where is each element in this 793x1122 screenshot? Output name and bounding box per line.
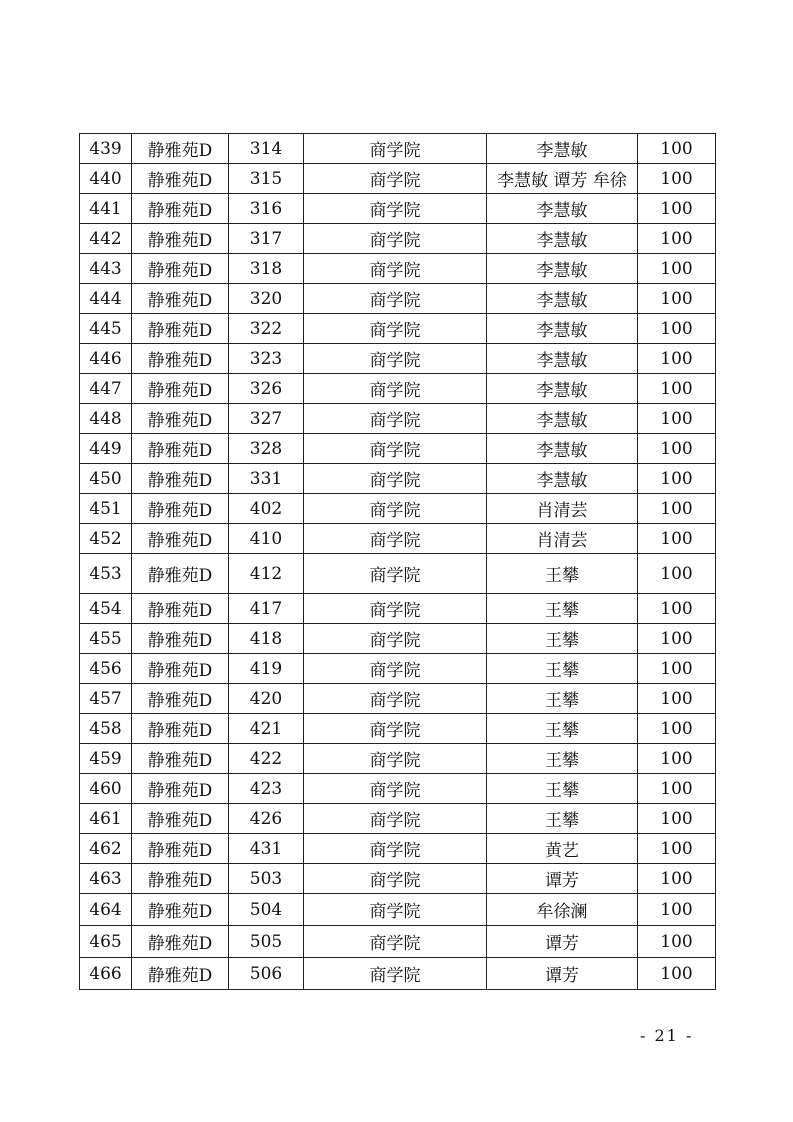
- score-cell: 100: [638, 714, 716, 744]
- score-cell: 100: [638, 254, 716, 284]
- score-cell: 100: [638, 524, 716, 554]
- table-row: [80, 464, 716, 494]
- room-number-cell: 421: [229, 714, 304, 744]
- building-cell: 静雅苑D: [132, 344, 229, 374]
- building-cell: 静雅苑D: [132, 958, 229, 990]
- college-cell: 商学院: [304, 654, 487, 684]
- score-cell: 100: [638, 404, 716, 434]
- table-row: [80, 404, 716, 434]
- score-cell: 100: [638, 434, 716, 464]
- room-number-cell: 314: [229, 134, 304, 164]
- score-cell: 100: [638, 494, 716, 524]
- table-row: [80, 894, 716, 926]
- teacher-cell: 李慧敏: [487, 284, 638, 314]
- college-cell: 商学院: [304, 134, 487, 164]
- building-cell: 静雅苑D: [132, 494, 229, 524]
- college-cell: 商学院: [304, 224, 487, 254]
- row-number-cell: 446: [80, 344, 132, 374]
- score-cell: 100: [638, 774, 716, 804]
- table-row: [80, 624, 716, 654]
- row-number-cell: 439: [80, 134, 132, 164]
- table-row: [80, 926, 716, 958]
- table-row: [80, 434, 716, 464]
- college-cell: 商学院: [304, 714, 487, 744]
- table-row: [80, 864, 716, 894]
- teacher-cell: 王攀: [487, 624, 638, 654]
- room-number-cell: 504: [229, 894, 304, 926]
- teacher-cell: 肖清芸: [487, 524, 638, 554]
- score-cell: 100: [638, 134, 716, 164]
- row-number-cell: 466: [80, 958, 132, 990]
- score-cell: 100: [638, 894, 716, 926]
- college-cell: 商学院: [304, 284, 487, 314]
- table-row: [80, 254, 716, 284]
- row-number-cell: 451: [80, 494, 132, 524]
- building-cell: 静雅苑D: [132, 594, 229, 624]
- teacher-cell: 谭芳: [487, 864, 638, 894]
- college-cell: 商学院: [304, 958, 487, 990]
- college-cell: 商学院: [304, 926, 487, 958]
- college-cell: 商学院: [304, 744, 487, 774]
- building-cell: 静雅苑D: [132, 804, 229, 834]
- row-number-cell: 459: [80, 744, 132, 774]
- room-number-cell: 431: [229, 834, 304, 864]
- score-cell: 100: [638, 224, 716, 254]
- table-row: [80, 654, 716, 684]
- table-row: [80, 284, 716, 314]
- score-cell: 100: [638, 554, 716, 594]
- building-cell: 静雅苑D: [132, 834, 229, 864]
- row-number-cell: 450: [80, 464, 132, 494]
- building-cell: 静雅苑D: [132, 314, 229, 344]
- score-cell: 100: [638, 594, 716, 624]
- college-cell: 商学院: [304, 314, 487, 344]
- row-number-cell: 447: [80, 374, 132, 404]
- teacher-cell: 黄艺: [487, 834, 638, 864]
- college-cell: 商学院: [304, 254, 487, 284]
- room-number-cell: 410: [229, 524, 304, 554]
- teacher-cell: 李慧敏: [487, 404, 638, 434]
- college-cell: 商学院: [304, 684, 487, 714]
- room-number-cell: 331: [229, 464, 304, 494]
- building-cell: 静雅苑D: [132, 224, 229, 254]
- college-cell: 商学院: [304, 194, 487, 224]
- table-row: [80, 744, 716, 774]
- row-number-cell: 448: [80, 404, 132, 434]
- teacher-cell: 王攀: [487, 774, 638, 804]
- teacher-cell: 王攀: [487, 594, 638, 624]
- room-number-cell: 328: [229, 434, 304, 464]
- table-row: [80, 524, 716, 554]
- teacher-cell: 王攀: [487, 804, 638, 834]
- row-number-cell: 461: [80, 804, 132, 834]
- building-cell: 静雅苑D: [132, 134, 229, 164]
- room-number-cell: 316: [229, 194, 304, 224]
- room-number-cell: 503: [229, 864, 304, 894]
- building-cell: 静雅苑D: [132, 284, 229, 314]
- college-cell: 商学院: [304, 464, 487, 494]
- row-number-cell: 455: [80, 624, 132, 654]
- building-cell: 静雅苑D: [132, 744, 229, 774]
- room-number-cell: 412: [229, 554, 304, 594]
- row-number-cell: 460: [80, 774, 132, 804]
- teacher-cell: 肖清芸: [487, 494, 638, 524]
- teacher-cell: 王攀: [487, 714, 638, 744]
- teacher-cell: 谭芳: [487, 926, 638, 958]
- building-cell: 静雅苑D: [132, 654, 229, 684]
- building-cell: 静雅苑D: [132, 894, 229, 926]
- room-number-cell: 323: [229, 344, 304, 374]
- score-cell: 100: [638, 164, 716, 194]
- table-row: [80, 314, 716, 344]
- table-row: [80, 594, 716, 624]
- table-row: [80, 164, 716, 194]
- room-number-cell: 317: [229, 224, 304, 254]
- score-cell: 100: [638, 926, 716, 958]
- score-cell: 100: [638, 314, 716, 344]
- teacher-cell: 牟徐澜: [487, 894, 638, 926]
- college-cell: 商学院: [304, 434, 487, 464]
- room-number-cell: 420: [229, 684, 304, 714]
- college-cell: 商学院: [304, 374, 487, 404]
- score-cell: 100: [638, 464, 716, 494]
- row-number-cell: 442: [80, 224, 132, 254]
- score-cell: 100: [638, 344, 716, 374]
- room-number-cell: 506: [229, 958, 304, 990]
- score-cell: 100: [638, 864, 716, 894]
- row-number-cell: 452: [80, 524, 132, 554]
- row-number-cell: 463: [80, 864, 132, 894]
- room-number-cell: 322: [229, 314, 304, 344]
- row-number-cell: 464: [80, 894, 132, 926]
- table-row: [80, 224, 716, 254]
- table-row: [80, 554, 716, 594]
- building-cell: 静雅苑D: [132, 164, 229, 194]
- building-cell: 静雅苑D: [132, 464, 229, 494]
- teacher-cell: 李慧敏: [487, 344, 638, 374]
- building-cell: 静雅苑D: [132, 404, 229, 434]
- room-number-cell: 418: [229, 624, 304, 654]
- building-cell: 静雅苑D: [132, 524, 229, 554]
- table-body: [80, 134, 716, 990]
- teacher-cell: 李慧敏: [487, 374, 638, 404]
- row-number-cell: 454: [80, 594, 132, 624]
- table-row: [80, 374, 716, 404]
- table-row: [80, 194, 716, 224]
- teacher-cell: 王攀: [487, 684, 638, 714]
- college-cell: 商学院: [304, 834, 487, 864]
- college-cell: 商学院: [304, 894, 487, 926]
- room-number-cell: 419: [229, 654, 304, 684]
- table-row: [80, 804, 716, 834]
- teacher-cell: 王攀: [487, 744, 638, 774]
- table-row: [80, 684, 716, 714]
- college-cell: 商学院: [304, 344, 487, 374]
- room-number-cell: 426: [229, 804, 304, 834]
- college-cell: 商学院: [304, 774, 487, 804]
- building-cell: 静雅苑D: [132, 194, 229, 224]
- building-cell: 静雅苑D: [132, 254, 229, 284]
- teacher-cell: 谭芳: [487, 958, 638, 990]
- room-number-cell: 505: [229, 926, 304, 958]
- table-row: [80, 714, 716, 744]
- building-cell: 静雅苑D: [132, 374, 229, 404]
- row-number-cell: 443: [80, 254, 132, 284]
- building-cell: 静雅苑D: [132, 624, 229, 654]
- row-number-cell: 465: [80, 926, 132, 958]
- room-number-cell: 402: [229, 494, 304, 524]
- teacher-cell: 李慧敏: [487, 134, 638, 164]
- score-cell: 100: [638, 804, 716, 834]
- table-row: [80, 834, 716, 864]
- row-number-cell: 445: [80, 314, 132, 344]
- row-number-cell: 462: [80, 834, 132, 864]
- college-cell: 商学院: [304, 864, 487, 894]
- table-row: [80, 494, 716, 524]
- teacher-cell: 李慧敏: [487, 254, 638, 284]
- row-number-cell: 458: [80, 714, 132, 744]
- college-cell: 商学院: [304, 624, 487, 654]
- row-number-cell: 440: [80, 164, 132, 194]
- building-cell: 静雅苑D: [132, 684, 229, 714]
- row-number-cell: 456: [80, 654, 132, 684]
- table-row: [80, 344, 716, 374]
- row-number-cell: 444: [80, 284, 132, 314]
- row-number-cell: 449: [80, 434, 132, 464]
- building-cell: 静雅苑D: [132, 714, 229, 744]
- score-cell: 100: [638, 744, 716, 774]
- table-row: [80, 134, 716, 164]
- score-cell: 100: [638, 374, 716, 404]
- score-cell: 100: [638, 624, 716, 654]
- building-cell: 静雅苑D: [132, 864, 229, 894]
- college-cell: 商学院: [304, 524, 487, 554]
- room-number-cell: 423: [229, 774, 304, 804]
- room-number-cell: 315: [229, 164, 304, 194]
- room-inspection-table: [79, 133, 716, 990]
- teacher-cell: 李慧敏: [487, 194, 638, 224]
- college-cell: 商学院: [304, 594, 487, 624]
- row-number-cell: 457: [80, 684, 132, 714]
- college-cell: 商学院: [304, 404, 487, 434]
- score-cell: 100: [638, 194, 716, 224]
- teacher-cell: 李慧敏: [487, 224, 638, 254]
- building-cell: 静雅苑D: [132, 926, 229, 958]
- table-row: [80, 958, 716, 990]
- college-cell: 商学院: [304, 554, 487, 594]
- row-number-cell: 441: [80, 194, 132, 224]
- room-number-cell: 422: [229, 744, 304, 774]
- room-number-cell: 417: [229, 594, 304, 624]
- teacher-cell: 王攀: [487, 554, 638, 594]
- room-number-cell: 318: [229, 254, 304, 284]
- score-cell: 100: [638, 958, 716, 990]
- teacher-cell: 李慧敏 谭芳 牟徐: [487, 164, 638, 194]
- room-number-cell: 326: [229, 374, 304, 404]
- page-number: - 21 -: [640, 1026, 694, 1045]
- teacher-cell: 李慧敏: [487, 314, 638, 344]
- score-cell: 100: [638, 284, 716, 314]
- room-number-cell: 320: [229, 284, 304, 314]
- teacher-cell: 李慧敏: [487, 464, 638, 494]
- college-cell: 商学院: [304, 494, 487, 524]
- building-cell: 静雅苑D: [132, 554, 229, 594]
- score-cell: 100: [638, 654, 716, 684]
- score-cell: 100: [638, 834, 716, 864]
- building-cell: 静雅苑D: [132, 774, 229, 804]
- room-number-cell: 327: [229, 404, 304, 434]
- college-cell: 商学院: [304, 804, 487, 834]
- teacher-cell: 李慧敏: [487, 434, 638, 464]
- row-number-cell: 453: [80, 554, 132, 594]
- table-row: [80, 774, 716, 804]
- building-cell: 静雅苑D: [132, 434, 229, 464]
- teacher-cell: 王攀: [487, 654, 638, 684]
- college-cell: 商学院: [304, 164, 487, 194]
- score-cell: 100: [638, 684, 716, 714]
